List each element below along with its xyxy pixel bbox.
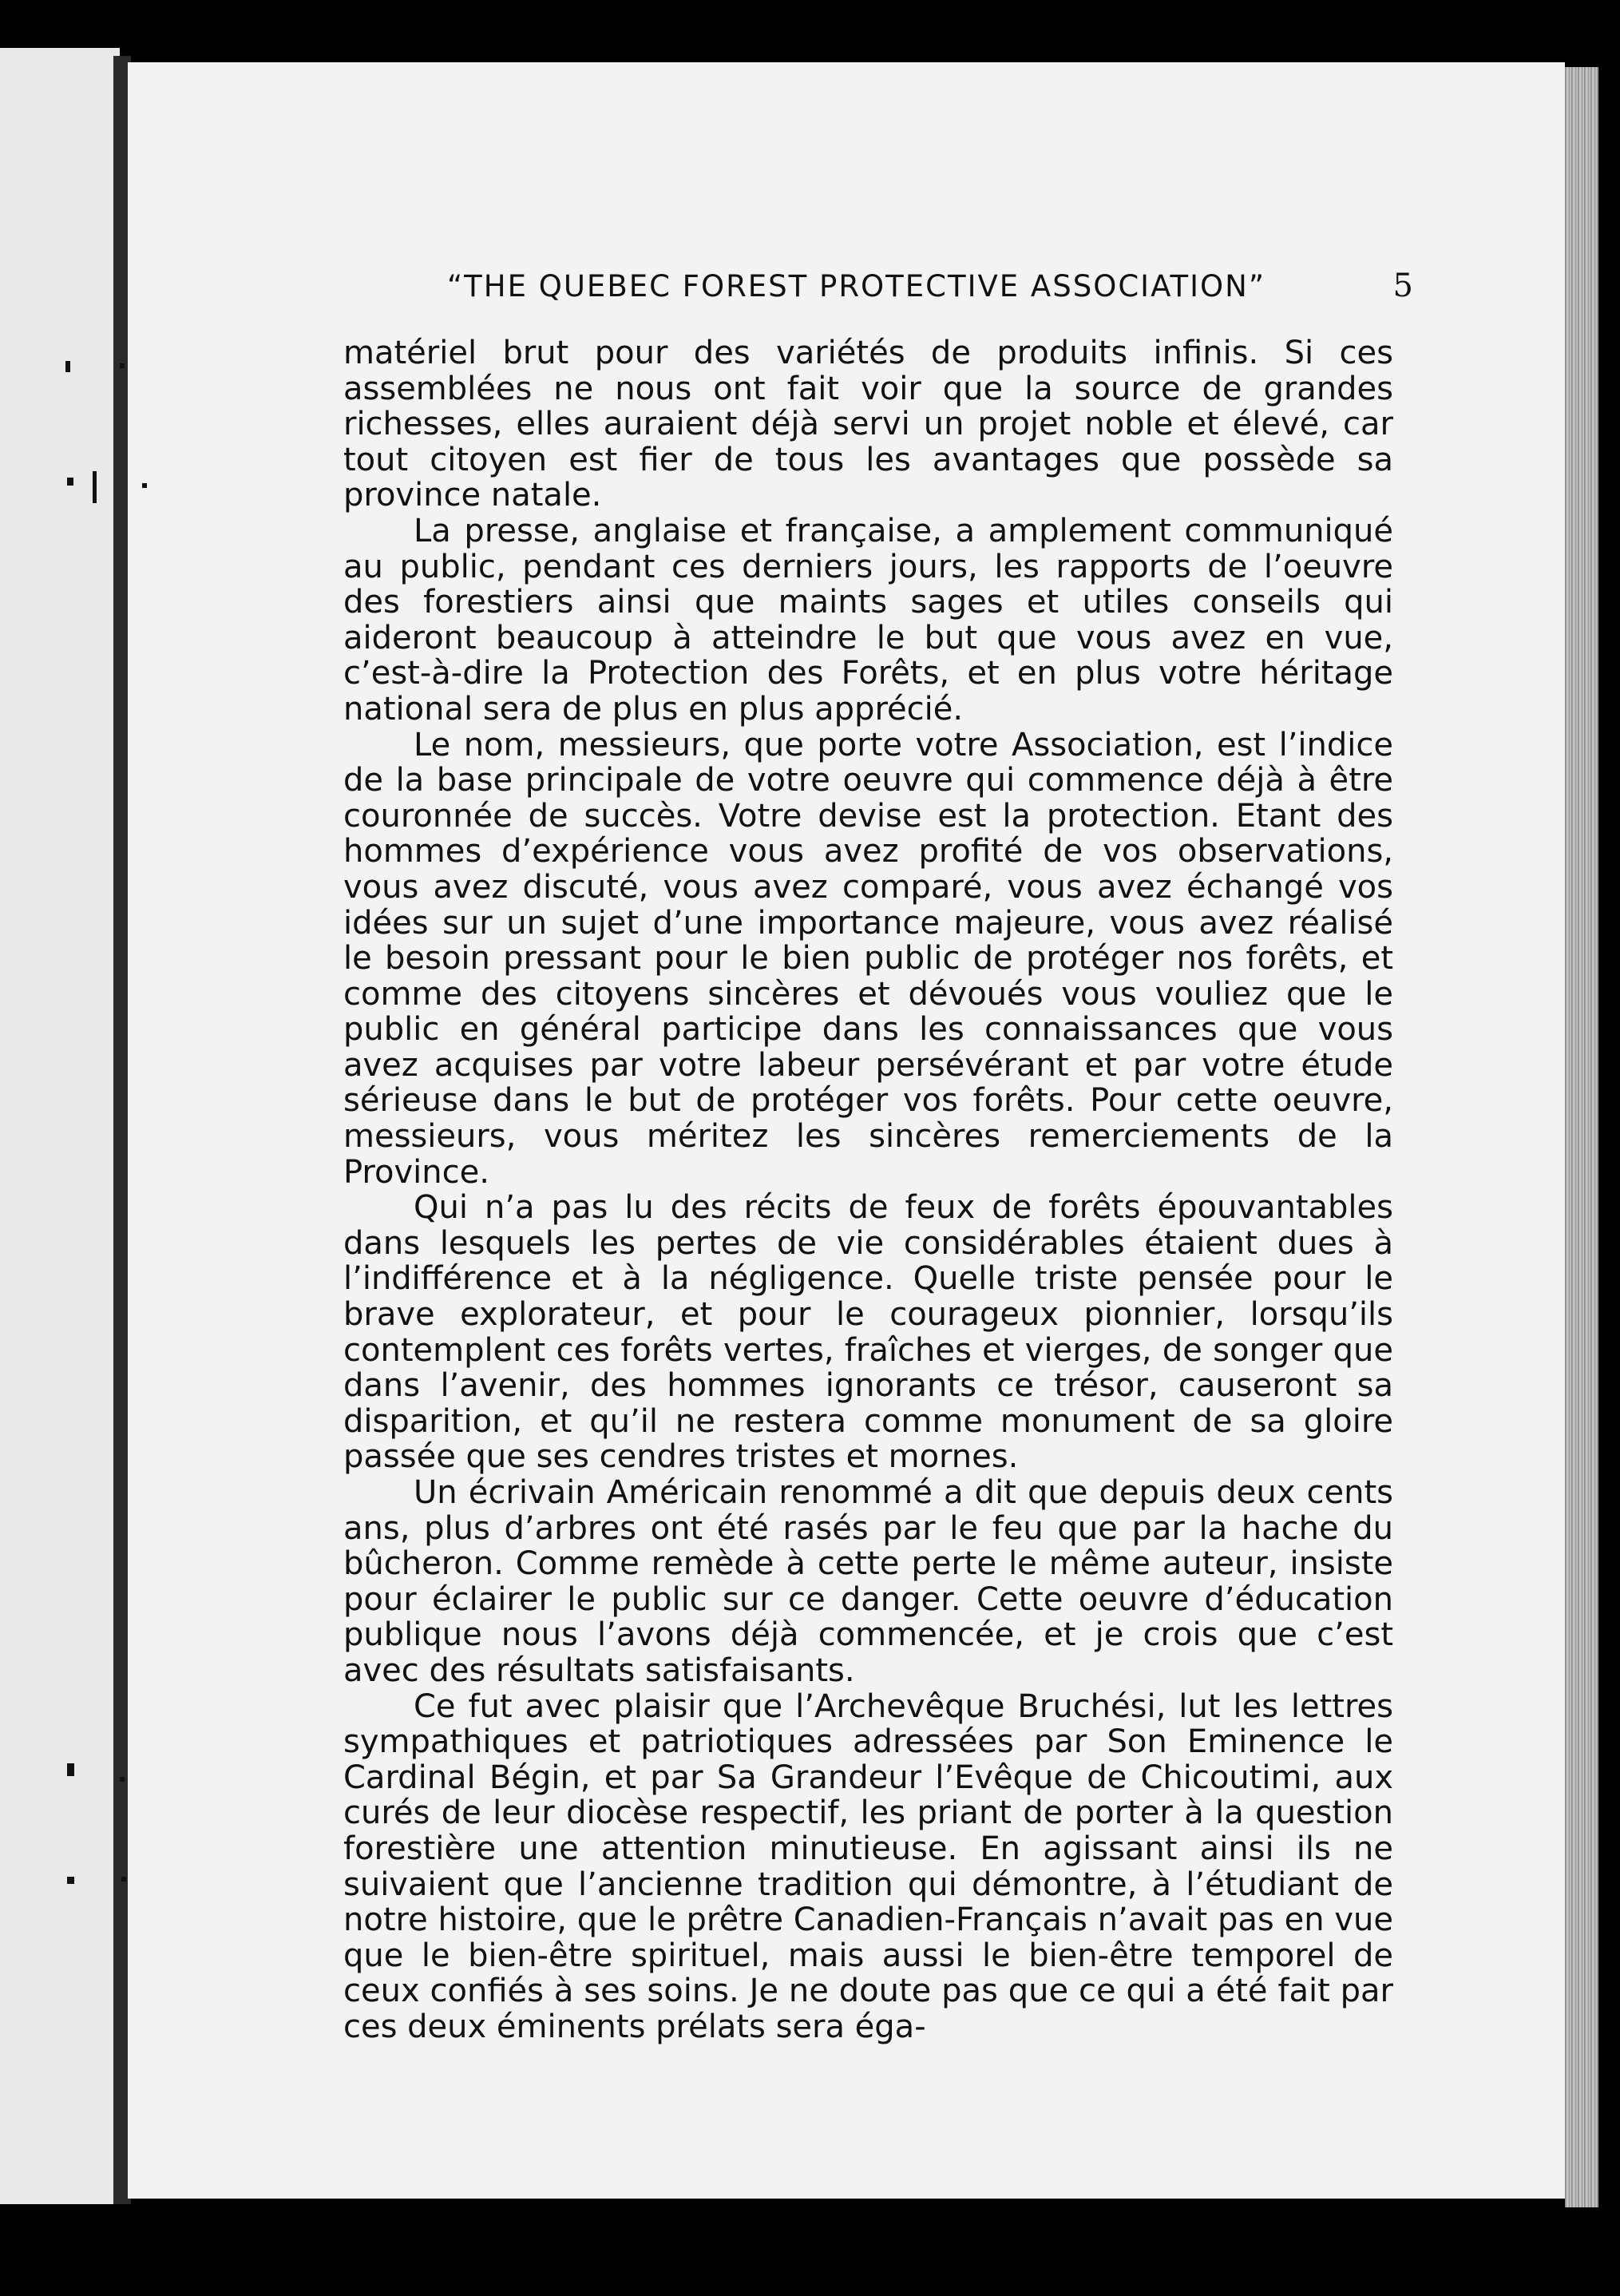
margin-mark (67, 478, 73, 486)
paragraph: Un écrivain Américain renommé a dit que depuis deux cents ans, plus d’arbres ont été rasés par le feu que par la hache du bûcheron. Comme remède à cette perte le même auteur, insiste pour éclairer le public sur ce danger. Cette oeuvre d’éducation publique nous l’avons déjà commencée, et je crois que c’est avec des résultats satisfaisants. (343, 1474, 1393, 1689)
margin-mark (67, 1763, 74, 1776)
running-header (447, 268, 1413, 304)
margin-mark (67, 1877, 74, 1884)
paragraph: matériel brut pour des variétés de produits infinis. Si ces assemblées ne nous ont fait voir que la source de grandes richesses, elles auraient déjà servi un projet noble et élevé, car tout citoyen est fier de tous les avantages que possède sa province natale. (343, 335, 1393, 514)
margin-mark (121, 1877, 126, 1882)
paragraph: Le nom, messieurs, que porte votre Association, est l’indice de la base principale de votre oeuvre qui commence déjà à être couronnée de succès. Votre devise est la protection. Etant des hommes d’expérience vous avez profité de vos observations, vous avez discuté, vous avez comparé, vous avez échangé vos idées sur un sujet d’une importance majeure, vous avez réalisé le besoin pressant pour le bien public de protéger nos forêts, et comme des citoyens sincères et dévoués vous vouliez que le public en général participe dans les connaissances que vous avez acquises par votre labeur persévérant et par votre étude sérieuse dans le but de protéger vos forêts. Pour cette oeuvre, messieurs, vous méritez les sincères remerciements de la Province. (343, 726, 1393, 1191)
paragraph: La presse, anglaise et française, a amplement communiqué au public, pendant ces derniers jours, les rapports de l’oeuvre des forestiers ainsi que maints sages et utiles conseils qui aideront beaucoup à atteindre le but que vous avez en vue, c’est-à-dire la Protection des Forêts, et en plus votre héritage national sera de plus en plus apprécié. (343, 512, 1393, 728)
page-stack-edge (1565, 67, 1598, 2207)
page-number: 5 (1392, 268, 1413, 304)
running-title: “THE QUEBEC FOREST PROTECTIVE ASSOCIATION” (447, 269, 1266, 303)
left-page-edge (0, 48, 120, 2204)
margin-mark (120, 363, 125, 368)
paragraph: Ce fut avec plaisir que l’Archevêque Bruchési, lut les lettres sympathiques et patriotiques adressées par Son Eminence le Cardinal Bégin, et par Sa Grandeur l’Evêque de Chicoutimi, aux curés de leur diocèse respectif, les priant de porter à la question forestière une attention minutieuse. En agissant ainsi ils ne suivaient que l’ancienne tradition qui démontre, à l’étudiant de notre histoire, que le prêtre Canadien-Français n’avait pas en vue que le bien-être spirituel, mais aussi le bien-être temporel de ceux confiés à ses soins. Je ne doute pas que ce qui a été fait par ces deux éminents prélats sera éga- (343, 1687, 1393, 2045)
paragraph: Qui n’a pas lu des récits de feux de forêts épouvantables dans lesquels les pertes de vie considérables étaient dues à l’indifférence et à la négligence. Quelle triste pensée pour le brave explorateur, et pour le courageux pionnier, lorsqu’ils contemplent ces forêts vertes, fraîches et vierges, de songer que dans l’avenir, des hommes ignorants ce trésor, causeront sa disparition, et qu’il ne restera comme monument de sa gloire passée que ses cendres tristes et mornes. (343, 1189, 1393, 1476)
margin-mark (120, 1777, 125, 1782)
margin-mark (142, 483, 147, 488)
body-text (343, 335, 1393, 2045)
margin-mark (65, 361, 70, 372)
margin-mark (93, 471, 97, 503)
